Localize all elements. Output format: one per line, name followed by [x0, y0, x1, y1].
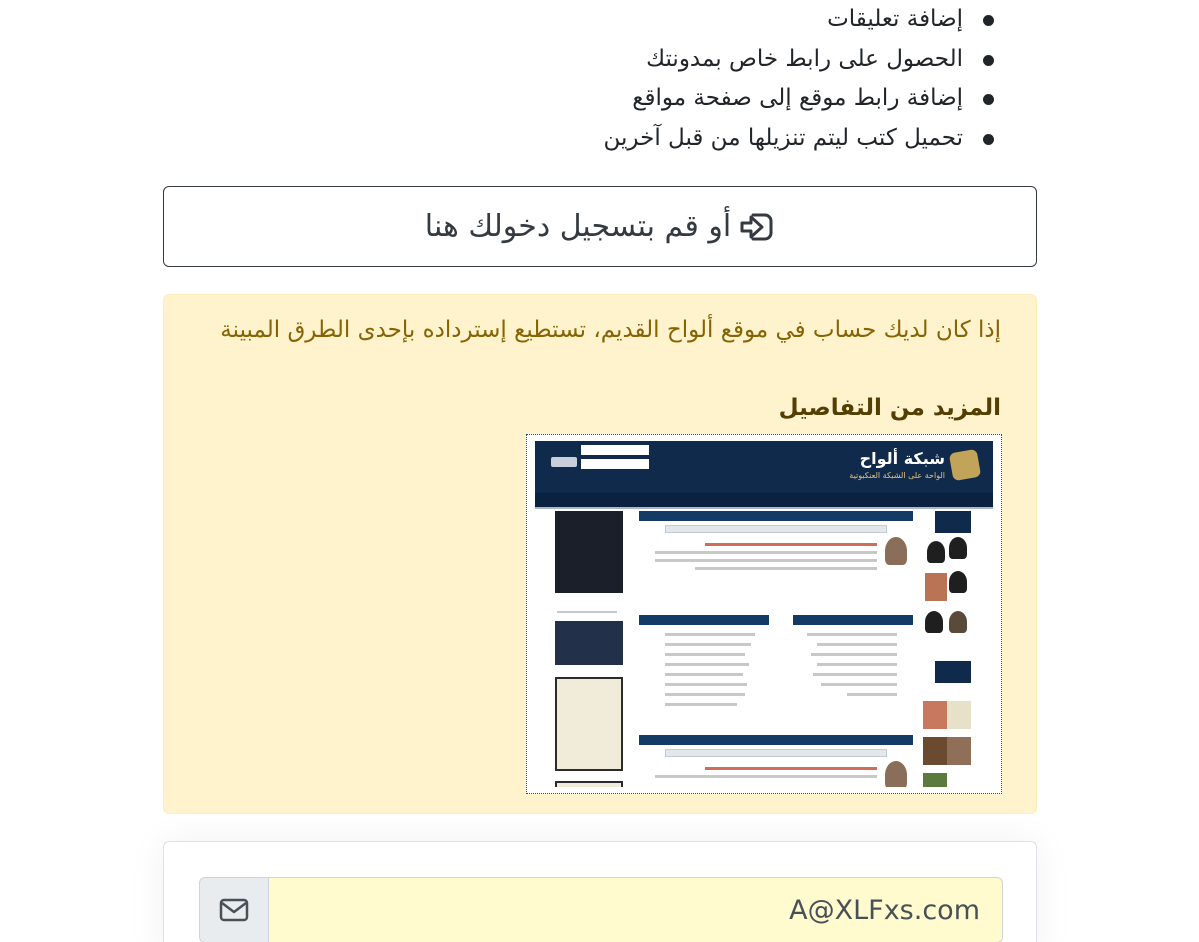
screenshot-divider — [535, 507, 993, 509]
screenshot-sidebar-column — [547, 511, 633, 787]
screenshot-nav — [535, 493, 993, 507]
screenshot-text-line — [665, 643, 751, 646]
screenshot-login-button — [551, 457, 577, 467]
bullet-icon — [983, 134, 994, 145]
screenshot-text-line — [813, 673, 897, 676]
screenshot-header — [535, 441, 993, 493]
screenshot-section-title — [639, 735, 913, 745]
screenshot-text-line — [665, 703, 737, 706]
screenshot-subtitle — [665, 525, 887, 533]
screenshot-text-line — [557, 611, 617, 613]
avatar-icon — [949, 611, 967, 633]
screenshot-dark-banner — [555, 621, 623, 665]
avatar-photo — [885, 761, 907, 787]
screenshot-text-line — [807, 633, 897, 636]
list-item: إضافة تعليقات — [163, 0, 1037, 40]
screenshot-members-box — [935, 511, 971, 533]
screenshot-text-line — [655, 551, 877, 554]
screenshot-subtitle — [665, 749, 887, 757]
avatar-icon — [927, 541, 945, 563]
screenshot-site-name: شبكة ألواح — [859, 449, 945, 468]
avatar-photo — [885, 537, 907, 565]
screenshot-text-line — [821, 683, 897, 686]
avatar-photo — [923, 737, 947, 765]
screenshot-username-field — [581, 445, 649, 455]
screenshot-text-line — [665, 673, 743, 676]
avatar-photo — [923, 773, 947, 787]
screenshot-tagline: الواحة على الشبكة العنكبوتية — [849, 471, 945, 480]
old-site-screenshot[interactable] — [526, 434, 1002, 794]
email-field[interactable]: A@XLFxs.com — [269, 877, 1003, 942]
screenshot-dark-banner — [555, 511, 623, 593]
avatar-icon — [949, 537, 967, 559]
legacy-account-alert — [163, 294, 1037, 814]
screenshot-text-line — [817, 643, 897, 646]
screenshot-new-members-box — [935, 661, 971, 683]
screenshot-text-line — [655, 559, 877, 562]
screenshot-section-title — [639, 511, 913, 521]
screenshot-text-line — [665, 693, 745, 696]
login-button[interactable] — [163, 186, 1037, 267]
screenshot-text-line — [655, 775, 877, 778]
screenshot-text-line — [665, 653, 745, 656]
sign-in-icon — [739, 211, 775, 243]
email-card — [163, 841, 1037, 942]
avatar-photo — [947, 701, 971, 729]
screenshot-text-line — [705, 543, 877, 546]
alert-message: إذا كان لديك حساب في موقع ألواح القديم، تستطيع إسترداده بإحدى الطرق المبينة — [220, 317, 1001, 343]
screenshot-book-cover — [555, 781, 623, 787]
avatar-photo — [923, 701, 947, 729]
screenshot-section-title — [793, 615, 913, 625]
avatar-icon — [925, 611, 943, 633]
list-item: الحصول على رابط خاص بمدونتك — [163, 40, 1037, 80]
bullet-icon — [983, 94, 994, 105]
email-input-group — [199, 877, 1003, 942]
screenshot-section-title — [639, 615, 769, 625]
screenshot-text-line — [665, 633, 755, 636]
screenshot-text-line — [811, 653, 897, 656]
screenshot-text-line — [665, 683, 747, 686]
screenshot-text-line — [665, 663, 749, 666]
list-item: إضافة رابط موقع إلى صفحة مواقع — [163, 79, 1037, 119]
bullet-icon — [983, 15, 994, 26]
login-button-label: أو قم بتسجيل دخولك هنا — [424, 209, 732, 244]
logo-icon — [949, 449, 981, 481]
screenshot-password-field — [581, 459, 649, 469]
screenshot-text-line — [847, 693, 897, 696]
list-item: تحميل كتب ليتم تنزيلها من قبل آخرين — [163, 119, 1037, 159]
bullet-icon — [983, 55, 994, 66]
avatar-icon — [949, 571, 967, 593]
avatar-photo — [925, 573, 947, 601]
screenshot-text-line — [695, 567, 877, 570]
screenshot-members-column — [927, 511, 975, 787]
avatar-photo — [947, 737, 971, 765]
features-list — [163, 0, 1037, 158]
screenshot-text-line — [817, 663, 897, 666]
screenshot-book-cover — [555, 677, 623, 771]
screenshot-text-line — [705, 767, 877, 770]
envelope-icon — [199, 877, 269, 942]
screenshot-content-column — [635, 511, 917, 787]
screenshot-image — [535, 441, 993, 787]
more-details-heading: المزيد من التفاصيل — [778, 395, 1001, 421]
